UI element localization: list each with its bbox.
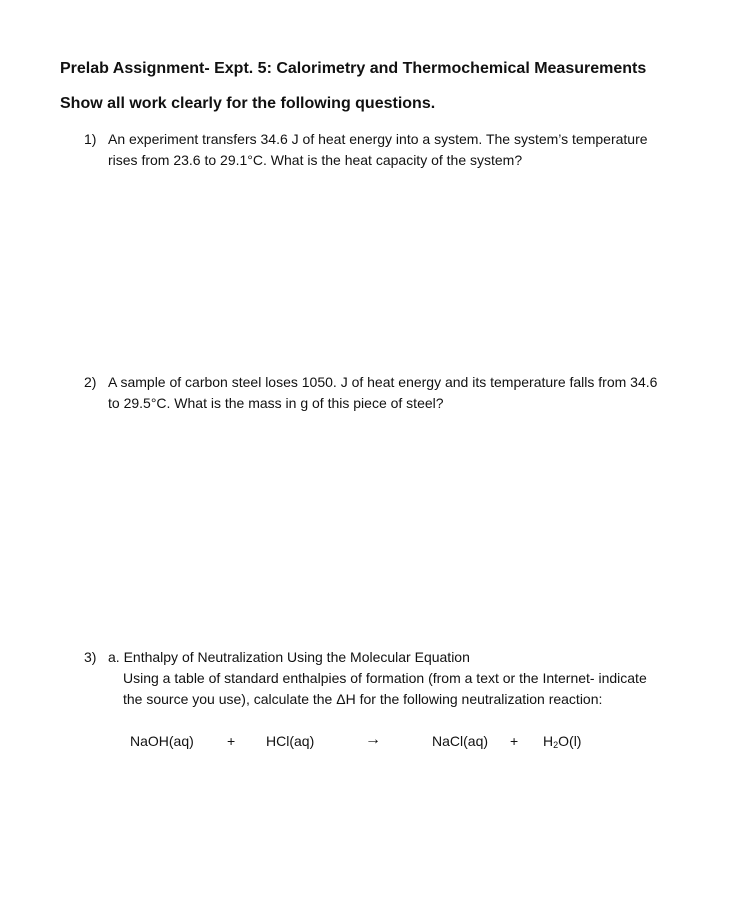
- question-3-part-heading: a. Enthalpy of Neutralization Using the Molecular Equation: [108, 649, 470, 665]
- question-2-line-2: to 29.5°C. What is the mass in g of this piece of steel?: [108, 395, 444, 411]
- reactant-naoh: NaOH(aq): [130, 733, 194, 749]
- reactant-hcl: HCl(aq): [266, 733, 315, 749]
- water-suffix: O(l): [558, 733, 582, 749]
- plus-sign-1: +: [227, 733, 236, 749]
- page-title: Prelab Assignment- Expt. 5: Calorimetry and Thermochemical Measurements: [60, 60, 647, 77]
- question-1-line-2: rises from 23.6 to 29.1°C. What is the heat capacity of the system?: [108, 152, 523, 168]
- question-3-line-2: the source you use), calculate the ΔH for the following neutralization reaction:: [123, 691, 603, 707]
- question-2-number: 2): [84, 374, 97, 390]
- reaction-arrow-icon: →: [365, 731, 381, 748]
- question-1-line-1: An experiment transfers 34.6 J of heat energy into a system. The system’s temperature: [108, 131, 648, 147]
- question-1-number: 1): [84, 131, 97, 147]
- water-subscript: 2: [553, 740, 559, 750]
- question-3-number: 3): [84, 649, 97, 665]
- water-prefix: H: [543, 733, 554, 749]
- question-2-line-1: A sample of carbon steel loses 1050. J of heat energy and its temperature falls from 34.6: [108, 374, 658, 390]
- product-water: [543, 733, 581, 749]
- instructions: Show all work clearly for the following questions.: [60, 95, 436, 112]
- plus-sign-2: +: [510, 733, 519, 749]
- product-nacl: NaCl(aq): [432, 733, 489, 749]
- question-3-line-1: Using a table of standard enthalpies of formation (from a text or the Internet- indicate: [123, 670, 647, 686]
